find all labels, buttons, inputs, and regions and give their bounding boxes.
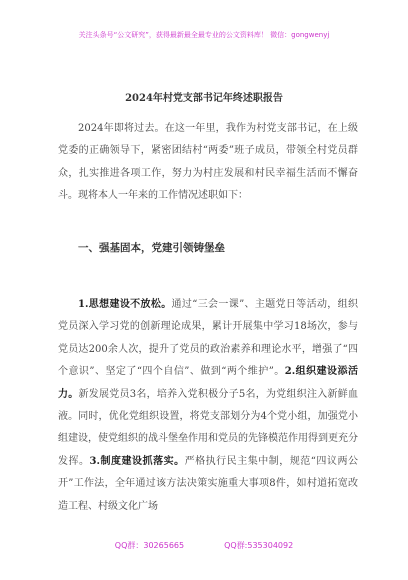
item-2-lead: 2.组织建设添活力。	[58, 366, 358, 400]
footer-qq-group-2: QQ群:535304092	[224, 541, 294, 550]
item-1-text: 通过“三会一课”、主题党日等活动，组织党员深入学习党的创新理论成果，累计开展集中学习18场次，参与党员达200余人次，提升了党员的政治素养和理论水平，增强了“四个意识”、坚定了“四个自信”、做到“两个维护”。	[58, 299, 358, 378]
section-heading-1: 一、强基固本，党建引领铸堡垒	[78, 242, 225, 254]
intro-paragraph: 2024年即将过去。在这一年里，我作为村党支部书记，在上级党委的正确领导下，紧密团结村“两委”班子成员，带领全村党员群众，扎实推进各项工作，努力为村庄发展和村民幸福生活而不懈奋斗。现将本人一年来的工作情况述职如下：	[58, 123, 358, 202]
header-banner: 关注头条号“公文研究”，获得最新最全最专业的公文资料库！ 微信：gongwenyj	[78, 31, 330, 39]
item-3-lead: 3.制度建设抓落实。	[89, 455, 185, 467]
footer-qq-group-1: QQ群：30265665	[114, 541, 185, 550]
footer	[0, 540, 408, 551]
section-1-paragraph	[58, 294, 358, 518]
item-1-lead: 1.思想建设不放松。	[78, 299, 172, 310]
document-title: 2024年村党支部书记年终述职报告	[125, 93, 283, 104]
item-2-text: 新发展党员3名，培养入党积极分子5名，为党组织注入新鲜血液。同时，优化党组织设置，将党支部划分为4个党小组，加强党小组建设，使党组织的战斗堡垒作用和党员的先锋模范作用得到更充分发挥。	[58, 388, 359, 467]
item-3-text: 严格执行民主集中制，规范“四议两公开”工作法，全年通过该方法决策实施重大事项8件，如村道拓宽改造工程、村级文化广场	[58, 455, 358, 512]
